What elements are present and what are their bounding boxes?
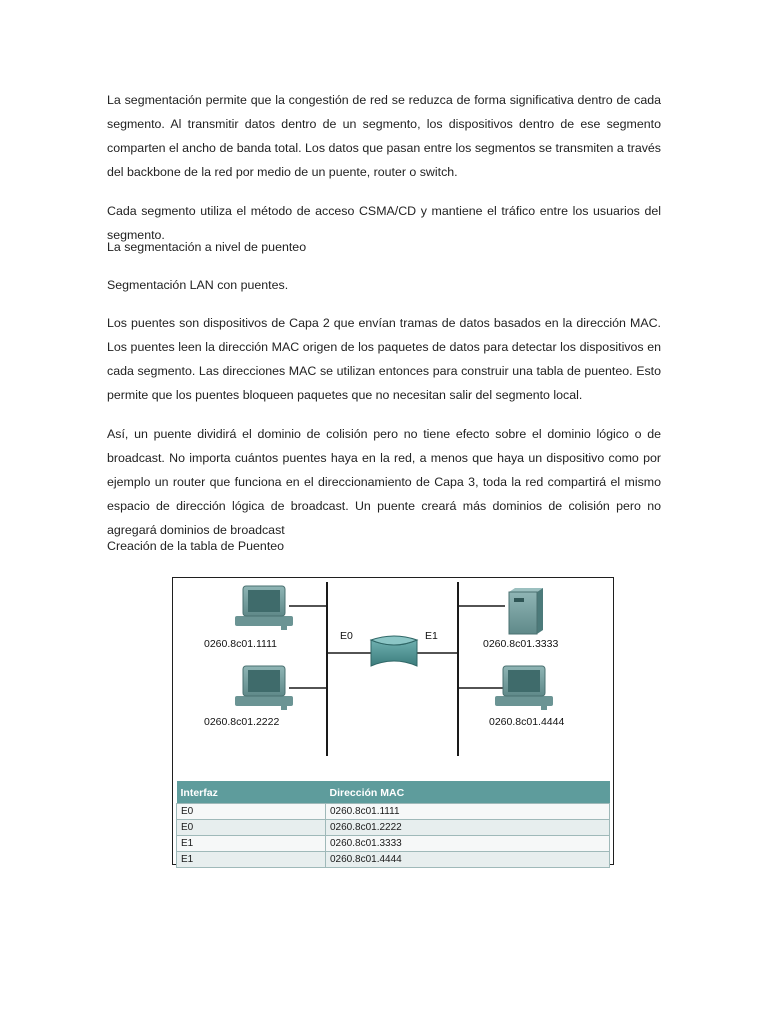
mac-label-left-bottom: 0260.8c01.2222	[204, 716, 280, 728]
bridge-table	[176, 781, 610, 868]
port-label-e0: E0	[340, 630, 353, 642]
port-label-e1: E1	[425, 630, 438, 642]
server-icon	[509, 588, 543, 634]
computer-icon	[235, 666, 293, 710]
cell-mac: 0260.8c01.3333	[326, 836, 610, 852]
cell-mac: 0260.8c01.1111	[326, 804, 610, 820]
computer-icon	[495, 666, 553, 710]
network-diagram	[173, 578, 613, 778]
heading-lan-bridges: Segmentación LAN con puentes.	[107, 278, 289, 292]
computer-icon	[235, 586, 293, 630]
paragraph-csma-cd: Cada segmento utiliza el método de acceso CSMA/CD y mantiene el tráfico entre los usuarios del segmento.	[107, 204, 661, 242]
cell-interface: E0	[177, 804, 326, 820]
header-mac: Dirección MAC	[326, 781, 610, 804]
paragraph-collision-domain: Así, un puente dividirá el dominio de colisión pero no tiene efecto sobre el dominio lógico o de broadcast. No importa cuántos puentes haya en la red, a menos que haya un dispositivo como por ejemplo un router que funciona en el direccionamiento de Capa 3, toda la red compartirá el mismo espacio de dirección lógica de broadcast. Un puente creará más dominios de colisión pero no agregará dominios de broadcast	[107, 427, 661, 537]
heading-bridging-segmentation: La segmentación a nivel de puenteo	[107, 240, 307, 254]
paragraph-bridges: Los puentes son dispositivos de Capa 2 que envían tramas de datos basados en la dirección MAC. Los puentes leen la dirección MAC origen de los paquetes de datos para detectar los dispositivos en cada segmento. Las direcciones MAC se utilizan entonces para construir una tabla de puenteo. Esto permite que los puentes bloqueen paquetes que no necesitan salir del segmento local.	[107, 316, 661, 402]
heading-bridge-table: Creación de la tabla de Puenteo	[107, 539, 285, 553]
cell-interface: E1	[177, 836, 326, 852]
header-interface: Interfaz	[177, 781, 326, 804]
table-header-row	[177, 781, 610, 804]
cell-mac: 0260.8c01.2222	[326, 820, 610, 836]
table-row	[177, 836, 610, 852]
mac-label-right-top: 0260.8c01.3333	[483, 638, 559, 650]
bridge-table-figure	[172, 577, 614, 865]
mac-label-left-top: 0260.8c01.1111	[204, 638, 277, 650]
table-row	[177, 852, 610, 868]
paragraph-segmentation: La segmentación permite que la congestión de red se reduzca de forma significativa dentro de cada segmento. Al transmitir datos dentro de un segmento, los dispositivos dentro de ese segmento comparten el ancho de banda total. Los datos que pasan entre los segmentos se transmiten a través del backbone de la red por medio de un puente, router o switch.	[107, 93, 661, 179]
table-row	[177, 804, 610, 820]
mac-label-right-bottom: 0260.8c01.4444	[489, 716, 565, 728]
cell-interface: E0	[177, 820, 326, 836]
bridge-icon	[371, 636, 417, 666]
table-row	[177, 820, 610, 836]
cell-interface: E1	[177, 852, 326, 868]
cell-mac: 0260.8c01.4444	[326, 852, 610, 868]
